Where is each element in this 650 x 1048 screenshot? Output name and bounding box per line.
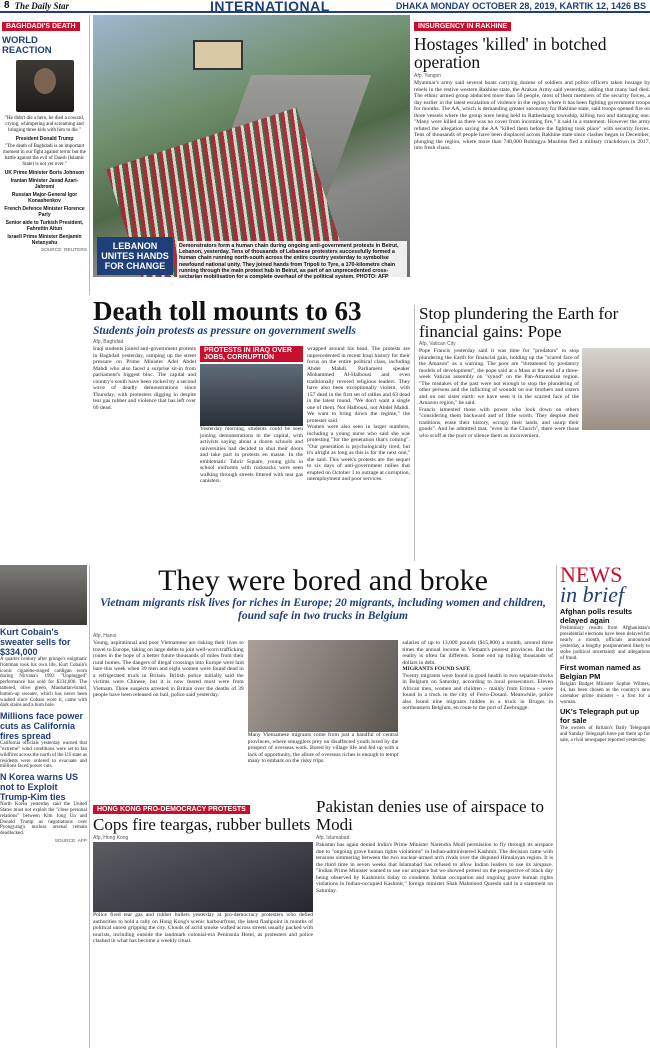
page-number: 8 [4,0,10,11]
rail-name-3: Iranian Minister Javad Azari-Jahromi [10,178,79,190]
brief-headline-2: First woman named as Belgian PM [560,663,641,681]
pope-headline: Stop plundering the Earth for financial gains: Pope [419,304,619,341]
iraq-body-4: Women were also seen in larger numbers, including a young nurse who said she was protesting "for the generation that's coming". "Our generation is psychologically tired, but it's alright as long as this is for the next one," she said. This week's protests are the sequel to six days of anti-government rallies that erupted on October 1 to outrage at corruption, unemployment and poor services. [307,424,410,482]
kurt-source: SOURCE: AFP [54,838,87,844]
masthead [0,0,650,13]
iraq-tag: PROTESTS IN IRAQ OVER JOBS, CORRUPTION [200,346,303,362]
iraq-headline: Death toll mounts to 63 [93,296,362,326]
vietnam-headline-block [93,564,553,622]
vietnam-body-3: salaries of up to 13,000 pounds ($15,800) a month, around three times the annual income in Vietnam's poorest provinces. But the reality is often far different. Some end up toiling thousands of dollars in debt. [402,640,554,666]
vietnam-byline: Afp, Hanoi [93,633,117,639]
brief-body-1: Preliminary results from Afghanistan's presidential elections have been delayed for nearly a month, officials announced yesterday, a lengthy postponement likely to stoke political uncertainty and allegations of fraud. [560,625,650,661]
vietnam-body-2: Many Vietnamese migrants come from just a handful of central provinces, where smugglers prey on disaffected youth lured by the prospect of overseas work. Bored by village life and fed up with a lack of opportunity, the allure of overseas riches is enough to tempt many to embark on the risky trips. [247,732,399,764]
brief-headline-1: Afghan polls results delayed again [560,607,633,625]
rail-name-6: Senior aide to Turkish President, Fahrettin Altun [5,220,84,232]
pakistan-story [316,798,553,1048]
hong-kong-story [93,798,313,1048]
hero-caption-text: Demonstrators form a human chain during ongoing anti-government protests in Beirut, Lebanon, yesterday. Tens of thousands of Lebanese protesters successfully formed a human chain running north-south across the entire country yesterday to symbolise newfound national unity. They joined hands from Tripoli to Tyre, a 170-kilometre chain running through the main protest hub in Beirut, as part of an unprecedented cross-sectarian mobilisation for a complete overhaul of the political system. [179,243,399,281]
rail-source: SOURCE: REUTERS [40,248,87,253]
hk-tag: HONG KONG PRO-DEMOCRACY PROTESTS [93,805,250,814]
iraq-subheadline: Students join protests as pressure on government swells [93,325,356,337]
brief-logo-brief: in brief [560,582,625,607]
pak-headline: Pakistan denies use of airspace to Modi [316,797,545,834]
hk-protest-photo [93,842,313,912]
section-title: INTERNATIONAL [210,0,330,14]
kurt-body: A quarter century after grunge's enigmatic frontman took his own life, Kurt Cobain's iconic cigarette-singed cardigan worn during Nirvana's 1993 "Unplugged" performance has sold for $334,000. The tattered, olive green, Manhattan-brand, button-up sweater, which has never been washed since Cobain wore it, came with dark stains and a burn hole. [0,657,87,709]
rail-title: WORLD REACTION [2,35,52,56]
pope-body-2: Francis lamented those with power who look down on others "considering them backward and of little worth. They despise their traditions, erase their history, occupy their lands, and usurp their goods". And he admitted that, "even in the Church", there were those who scoff at the poor or silence them as inconvenient. [419,406,579,439]
billboard [193,40,243,70]
nkorea-body: North Korea yesterday said the United States must not exploit the "close personal relations" between Kim Jong Un and Donald Trump as negotiations over Pyongyang's nuclear arsenal remain deadlocked. [0,802,87,837]
vietnam-mourning-photo [248,640,399,732]
brief-logo-news: NEWS [560,562,623,587]
vietnam-headline: They were bored and broke [158,564,488,597]
kurt-headline: Kurt Cobain's sweater sells for $334,000 [0,627,71,657]
rail-name-4: Russian Major-General Igor Konashenkov [11,192,78,204]
hk-headline: Cops fire teargas, rubber bullets [93,815,311,834]
brief-body-2: Belgian Budget Minister Sophie Wilmes, 44, has been chosen as the country's new caretaker prime minister – a first for a woman. [560,681,650,705]
pope-story [414,305,650,561]
rakhine-headline: Hostages 'killed' in botched operation [414,34,607,72]
pak-body: Pakistan has again denied India's Prime Minister Narendra Modi permission to fly through its airspace due to "ongoing grave human rights violations" in Indian-administered Kashmir. The decision came with tensions simmering between the two nuclear-armed arch rivals over the disputed Himalayan region. It is the third time in seven weeks that Islamabad has refused to allow Indian leaders to use its airspace. "Indian Prime Minister wanted to use our airspace but we showed protest on the prospective of black day being observed by Kashmiris today to condemn Indian occupation and ongoing grave human rights violations in Indian-occupied Kashmir," foreign minister Shah Mahmood Qureshi said in a statement on Saturday. [316,842,553,894]
rakhine-tag: INSURGENCY IN RAKHINE [414,22,511,31]
brief-logo [560,562,650,607]
hero-photo-credit: PHOTO: AFP [356,274,389,281]
rail-quote-1: "He didn't die a hero, he died a coward, crying, whimpering and screaming and bringing three kids with him to die." [4,116,85,133]
vietnam-subheadline: Vietnam migrants risk lives for riches in Europe; 20 migrants, including women and children, found safe in two trucks in Belgium [100,597,546,622]
news-in-brief [556,562,650,1048]
vietnam-body-1: Young, aspirational and poor Vietnamese are risking their lives to travel to Europe, taking on large debts to join well-worn trafficking routes in the hope of a better future thousands of miles from their rural homes. The dangers of illegal crossings into Europe were laid bare this week when 39 men and eight women were found dead in a refrigerated truck in Britain. British police initially said the victims were Chinese, but it is now feared most were from Vietnam. Three suspects arrested in Britain over the deaths of 39 people have been released on bail, police said yesterday. [93,640,244,698]
pope-byline: Afp, Vatican City [419,341,456,347]
california-headline: Millions face power cuts as California fires spread [0,711,84,742]
rail-name-5: French Defence Minister Florence Parly [4,206,85,218]
rail-name-7: Israeli Prime Minister Benjamin Netanyahu [7,234,82,246]
brief-headline-3: UK's Telegraph put up for sale [560,707,640,725]
iraq-body-3: wrapped around his head. The protests are unprecedented in recent Iraqi history for their focus on the entire political class, including Abdel Mahdi. Parliament speaker Mohammed Al-Halbousi and even traditionally revered religious leaders. They have also been exceptionally violent, with 157 dead in the first set of rallies and 63 dead in the latest round. "We don't want a single one of them. Not Halbousi, not Abdel Mahdi. We want to bring down the regime," the protester said. [307,346,410,424]
brief-body-3: The owners of Britain's Daily Telegraph and Sunday Telegraph have put them up for sale, a rival newspaper reported yesterday. [560,725,650,743]
hero-caption [177,241,407,282]
rakhine-body: Myanmar's army said several boats carrying dozens of soldiers and police officers taken hostage by rebels in the restive western Rakhine state, the Arakan Army said yesterday, adding that many had died. The ethnic armed group abducted more than 50 people, most of them members of the security forces, a day earlier in the latest escalation of violence in the region where it has been fighting government troops for months. The AA, which is demanding greater autonomy for Rakhine state, said troops opened fire on three vessels where the group were being held in Rathedaung township, killing two and damaging one. "Many were killed as there was no cover from incoming fire," it said in a statement. However the army refuted the allegation saying the AA "killed them before the fighting took place" with security forces. Tens of thousands of people have been displaced across Rakhine state since clashes began in December, plunging the region, where more than 740,000 Rohingya Muslims fled a military crackdown in 2017, into fresh chaos. [414,80,650,151]
rail-name-1: President Donald Trump [15,136,74,142]
hero-headline: LEBANON UNITES HANDS FOR CHANGE [97,237,173,275]
rakhine-byline: Afp, Yangon [414,73,442,79]
pope-body-1: Pope Francis yesterday said it was time for "predators" to stop plundering the Earth for financial gain, holding up the "scared face of the Amazon" as a warning. The poor are "threatened by predatory models of development", the pope said at a Mass at the end of a three-week Vatican assembly on "synod" on the Pan-Amazonian region. "The mistakes of the past were not enough to stop the plundering of other persons and the inflicting of wounds on our brothers and sisters and on our sister earth: we have seen it in the scarred face of the Amazon region," he said. [419,348,579,406]
world-reaction-rail [0,15,90,295]
iraq-protest-photo [200,364,303,426]
rail-name-2: UK Prime Minister Boris Johnson [4,170,85,176]
iraq-body-2: Yesterday morning, students could be seen joining demonstrations in the capital, with activists saying about a dozen schools and universities had decided to shut their doors and take part in protests en masse. In the emblematic Tahrir Square, young girls in school uniforms with rucksacks were seen walking through streets littered with tear gas canisters. [200,426,303,484]
vietnam-body-4: Twenty migrants were found in good health in two separate trucks in Belgium on Saturday, according to local prosecutors. Eleven African men, women and children – mainly from Eritrea – were found in a truck in the city of Ferro-Dosanl. Meanwhile, police also found nine migrants hidden in a truck in Bruges in northeastern Belgium, en route to the port of Zeebrugge. [402,672,554,711]
vietnam-columns [93,640,553,765]
paper-name: The Daily Star [14,0,70,11]
rail-tag: BAGHDADI'S DEATH [2,22,80,31]
iraq-body-1: Iraqi students joined anti-government protests in Baghdad yesterday, ramping up the street pressure on Prime Minister Adel Abdel Mahdi who also faced a surprise sit-in from parliament's biggest bloc. The capital and country's south have been rocked by a second wave of deadly demonstrations since Thursday, with protesters digging in despite tear gas rubber and violence that has left over 60 dead. [93,346,196,411]
pope-photo [582,348,650,430]
rail-quote-2: "The death of Baghdadi is an important moment in our fight against terror but the battle against the evil of Daesh (Islamic State) is not yet over." [3,144,86,167]
issue-date: DHAKA MONDAY OCTOBER 28, 2019, KARTIK 12, 1426 BS [395,1,646,11]
pak-byline: Afp, Islamabad [316,835,350,841]
rakhine-story [414,15,650,305]
kurt-column [0,565,90,1048]
iraq-columns [93,346,410,485]
california-body: California officials yesterday warned that "extreme" wind conditions were set to fan wildfires across the north of the US state as residents were ordered to evacuate and millions faced power cuts. [0,741,87,770]
hk-byline: Afp, Hong Kong [93,835,129,841]
iraq-byline: Afp, Baghdad [93,339,124,345]
iraq-story [93,297,410,561]
nkorea-headline: N Korea warns US not to Exploit Trump-Kim ties [0,772,79,803]
vietnam-subhead: MIGRANTS FOUND SAFE [402,666,471,672]
hk-body: Police fired tear gas and rubber bullets yesterday at pro-democracy protesters who defied authorities to hold a rally on Hong Kong's scenic harbourfront, the latest flashpoint in months of political unrest gripping the city. Clouds of acrid smoke wafted across streets usually packed with tourists, including outside the landmark colonial-era Peninsula Hotel, as protesters and police clashed in what has become a weekly ritual. [93,912,313,944]
kurt-cobain-photo [0,565,87,625]
baghdadi-photo [16,60,74,112]
